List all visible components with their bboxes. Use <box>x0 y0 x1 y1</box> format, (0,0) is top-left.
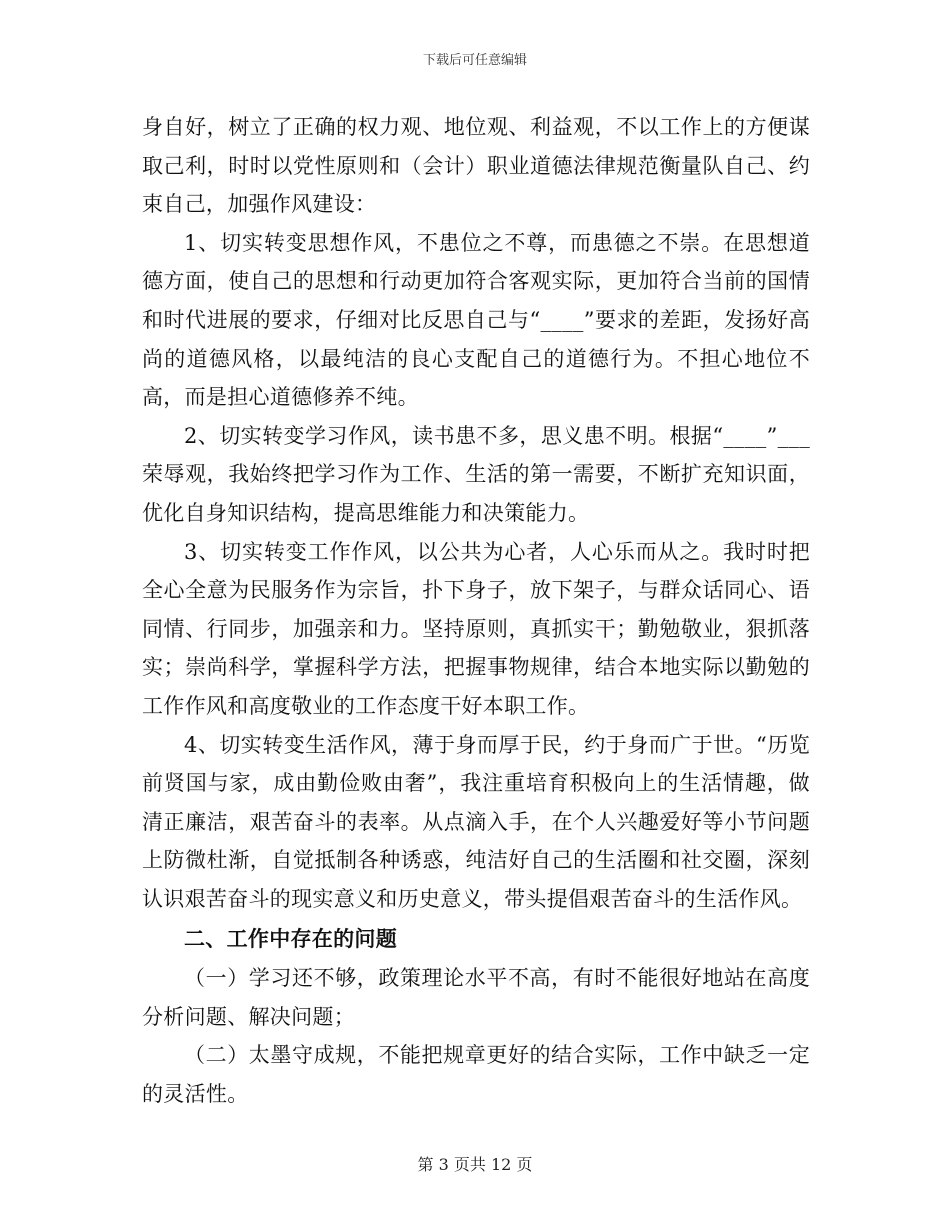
paragraph-work-style: 3、切实转变工作作风，以公共为心者，人心乐而从之。我时时把全心全意为民服务作为宗旨，扑下身子，放下架子，与群众话同心、语同情、行同步，加强亲和力。坚持原则，真抓实干；勤勉敬业，狠抓落实；崇尚科学，掌握科学方法，把握事物规律，结合本地实际以勤勉的工作作风和高度敬业的工作态度干好本职工作。 <box>142 539 810 718</box>
document-body <box>142 108 810 1113</box>
paragraph-thinking-style: 1、切实转变思想作风，不患位之不尊，而患德之不崇。在思想道德方面，使自己的思想和行动更加符合客观实际，更加符合当前的国情和时代进展的要求，仔细对比反思自己与“____”要求的差距，发扬好高尚的道德风格，以最纯洁的良心支配自己的道德行为。不担心地位不高，而是担心道德修养不纯。 <box>142 230 810 410</box>
paragraph-learning-style: 2、切实转变学习作风，读书患不多，思义患不明。根据“____”___荣辱观，我始终把学习作为工作、生活的第一需要，不断扩充知识面，优化自身知识结构，提高思维能力和决策能力。 <box>142 423 810 525</box>
problem-item-2: （二）太墨守成规，不能把规章更好的结合实际，工作中缺乏一定的灵活性。 <box>142 1043 810 1106</box>
paragraph-life-style: 4、切实转变生活作风，薄于身而厚于民，约于身而广于世。“历览前贤国与家，成由勤俭败由奢”，我注重培育积极向上的生活情趣，做清正廉洁，艰苦奋斗的表率。从点滴入手，在个人兴趣爱好等小节问题上防微杜渐，自觉抵制各种诱惑，纯洁好自己的生活圈和社交圈，深刻认识艰苦奋斗的现实意义和历史意义，带头提倡艰苦奋斗的生活作风。 <box>142 732 810 911</box>
page-header: 下载后可任意编辑 <box>422 53 527 68</box>
section-heading: 二、工作中存在的问题 <box>184 926 397 952</box>
paragraph-continuation: 身自好，树立了正确的权力观、地位观、利益观，不以工作上的方便谋取己利，时时以党性原则和（会计）职业道德法律规范衡量队自己、约束自己，加强作风建设： <box>142 115 810 217</box>
problem-item-1: （一）学习还不够，政策理论水平不高，有时不能很好地站在高度分析问题、解决问题； <box>142 966 810 1029</box>
page-number: 第 3 页共 12 页 <box>417 1155 533 1174</box>
